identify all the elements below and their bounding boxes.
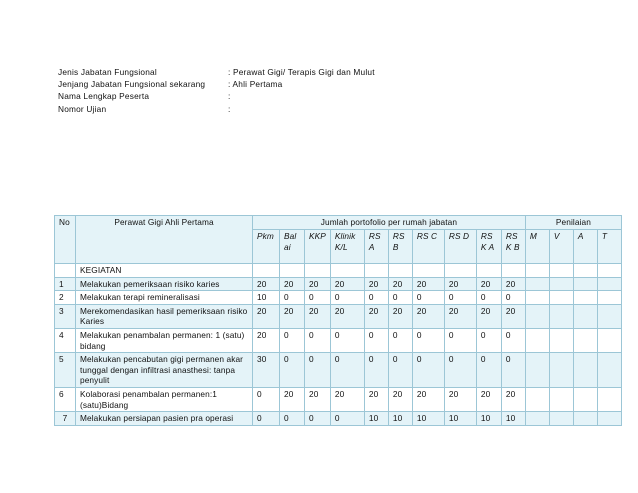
assessment-cell xyxy=(573,412,597,426)
info-value: : xyxy=(228,103,231,114)
portfolio-value: 0 xyxy=(501,353,525,388)
table-row xyxy=(55,291,622,305)
portfolio-value: 10 xyxy=(388,412,412,426)
row-number: 3 xyxy=(55,304,76,328)
portfolio-value: 20 xyxy=(280,277,305,291)
assessment-cell xyxy=(573,353,597,388)
portfolio-value: 20 xyxy=(501,304,525,328)
portfolio-value: 10 xyxy=(444,412,476,426)
col-kkp: KKP xyxy=(305,230,331,264)
portfolio-value: 20 xyxy=(476,304,501,328)
table-header-row xyxy=(55,216,622,230)
kegiatan-row xyxy=(55,264,622,278)
portfolio-value: 0 xyxy=(444,291,476,305)
assessment-cell xyxy=(573,328,597,352)
portfolio-value: 0 xyxy=(476,291,501,305)
col-rs-a: RS A xyxy=(364,230,388,264)
assessment-cell xyxy=(525,291,549,305)
portfolio-value: 20 xyxy=(280,304,305,328)
assessment-cell xyxy=(525,387,549,411)
portfolio-value: 0 xyxy=(444,328,476,352)
activity-name: Melakukan terapi remineralisasi xyxy=(76,291,253,305)
info-value: : Ahli Pertama xyxy=(228,79,283,90)
col-rs-d: RS D xyxy=(444,230,476,264)
portfolio-value: 0 xyxy=(305,353,331,388)
table-row xyxy=(55,328,622,352)
portfolio-value: 0 xyxy=(364,291,388,305)
row-number: 2 xyxy=(55,291,76,305)
portfolio-value: 20 xyxy=(253,328,280,352)
col-rs-c: RS C xyxy=(412,230,444,264)
portfolio-value: 0 xyxy=(476,328,501,352)
assessment-cell xyxy=(573,277,597,291)
assessment-cell xyxy=(597,353,621,388)
portfolio-value: 20 xyxy=(476,387,501,411)
assessment-cell xyxy=(549,304,573,328)
assessment-cell xyxy=(525,353,549,388)
table-row xyxy=(55,304,622,328)
table-body xyxy=(55,277,622,425)
portfolio-value: 0 xyxy=(330,412,364,426)
row-number: 7 xyxy=(55,412,76,426)
col-m: M xyxy=(525,230,549,264)
portfolio-value: 20 xyxy=(253,304,280,328)
portfolio-value: 0 xyxy=(501,328,525,352)
info-label: Jenis Jabatan Fungsional xyxy=(58,67,157,77)
portfolio-value: 20 xyxy=(364,304,388,328)
table-row xyxy=(55,412,622,426)
portfolio-value: 20 xyxy=(476,277,501,291)
table-row xyxy=(55,277,622,291)
portfolio-value: 20 xyxy=(388,387,412,411)
col-v: V xyxy=(549,230,573,264)
activity-name: Kolaborasi penambalan permanen:1 (satu)Bidang xyxy=(76,387,253,411)
portfolio-value: 0 xyxy=(330,328,364,352)
portfolio-value: 0 xyxy=(364,353,388,388)
portfolio-value: 20 xyxy=(253,277,280,291)
portfolio-value: 10 xyxy=(501,412,525,426)
table-row xyxy=(55,353,622,388)
portfolio-value: 0 xyxy=(280,353,305,388)
assessment-cell xyxy=(597,328,621,352)
portfolio-value: 20 xyxy=(330,277,364,291)
row-number: 4 xyxy=(55,328,76,352)
assessment-cell xyxy=(549,353,573,388)
activity-name: Merekomendasikan hasil pemeriksaan risiko Karies xyxy=(76,304,253,328)
portfolio-value: 0 xyxy=(412,328,444,352)
assessment-cell xyxy=(573,304,597,328)
info-label: Nomor Ujian xyxy=(58,103,107,114)
header-activity-title: Perawat Gigi Ahli Pertama xyxy=(76,216,253,264)
portfolio-value: 0 xyxy=(501,291,525,305)
col-a: A xyxy=(573,230,597,264)
col-rs-b: RS B xyxy=(388,230,412,264)
assessment-cell xyxy=(597,291,621,305)
assessment-cell xyxy=(573,291,597,305)
portfolio-value: 0 xyxy=(305,291,331,305)
portfolio-value: 0 xyxy=(444,353,476,388)
portfolio-value: 20 xyxy=(444,387,476,411)
col-rs-ka: RS K A xyxy=(476,230,501,264)
header-portfolio: Jumlah portofolio per rumah jabatan xyxy=(253,216,526,230)
portfolio-value: 20 xyxy=(280,387,305,411)
assessment-cell xyxy=(597,277,621,291)
portfolio-value: 20 xyxy=(388,304,412,328)
assessment-cell xyxy=(549,412,573,426)
assessment-cell xyxy=(549,291,573,305)
portfolio-value: 20 xyxy=(501,387,525,411)
portfolio-value: 0 xyxy=(253,412,280,426)
portfolio-value: 0 xyxy=(412,353,444,388)
portfolio-value: 10 xyxy=(412,412,444,426)
activity-name: Melakukan pencabutan gigi permanen akar tunggal dengan infiltrasi anasthesi: tanpa penyulit xyxy=(76,353,253,388)
col-klinik: Klinik K/L xyxy=(330,230,364,264)
portfolio-value: 20 xyxy=(412,304,444,328)
portfolio-value: 20 xyxy=(305,277,331,291)
portfolio-value: 20 xyxy=(501,277,525,291)
assessment-cell xyxy=(525,304,549,328)
portfolio-value: 10 xyxy=(364,412,388,426)
portfolio-value: 20 xyxy=(364,277,388,291)
portfolio-value: 0 xyxy=(476,353,501,388)
portfolio-value: 0 xyxy=(305,412,331,426)
assessment-cell xyxy=(549,328,573,352)
col-pkm: Pkm xyxy=(253,230,280,264)
portfolio-value: 10 xyxy=(253,291,280,305)
portfolio-value: 20 xyxy=(412,387,444,411)
portfolio-value: 20 xyxy=(388,277,412,291)
assessment-cell xyxy=(525,277,549,291)
portfolio-value: 10 xyxy=(476,412,501,426)
portfolio-value: 0 xyxy=(388,328,412,352)
portfolio-value: 30 xyxy=(253,353,280,388)
portfolio-value: 20 xyxy=(305,304,331,328)
kegiatan-label: KEGIATAN xyxy=(76,264,253,278)
col-t: T xyxy=(597,230,621,264)
row-number: 5 xyxy=(55,353,76,388)
portfolio-value: 0 xyxy=(280,412,305,426)
table-row xyxy=(55,387,622,411)
assessment-cell xyxy=(525,328,549,352)
header-penilaian: Penilaian xyxy=(525,216,621,230)
portfolio-value: 0 xyxy=(388,291,412,305)
col-rs-kb: RS K B xyxy=(501,230,525,264)
assessment-cell xyxy=(549,387,573,411)
portfolio-table xyxy=(54,215,622,426)
portfolio-value: 0 xyxy=(388,353,412,388)
activity-name: Melakukan penambalan permanen: 1 (satu) bidang xyxy=(76,328,253,352)
assessment-cell xyxy=(525,412,549,426)
portfolio-value: 0 xyxy=(412,291,444,305)
portfolio-value: 0 xyxy=(305,328,331,352)
portfolio-value: 0 xyxy=(280,328,305,352)
portfolio-value: 0 xyxy=(253,387,280,411)
assessment-cell xyxy=(597,304,621,328)
portfolio-value: 20 xyxy=(330,387,364,411)
portfolio-value: 0 xyxy=(330,291,364,305)
portfolio-value: 20 xyxy=(444,304,476,328)
row-number: 6 xyxy=(55,387,76,411)
assessment-cell xyxy=(597,387,621,411)
portfolio-value: 0 xyxy=(330,353,364,388)
activity-name: Melakukan persiapan pasien pra operasi xyxy=(76,412,253,426)
portfolio-value: 20 xyxy=(444,277,476,291)
assessment-cell xyxy=(597,412,621,426)
portfolio-value: 0 xyxy=(364,328,388,352)
assessment-cell xyxy=(573,387,597,411)
portfolio-value: 20 xyxy=(330,304,364,328)
portfolio-value: 20 xyxy=(364,387,388,411)
activity-name: Melakukan pemeriksaan risiko karies xyxy=(76,277,253,291)
portfolio-value: 20 xyxy=(412,277,444,291)
portfolio-value: 20 xyxy=(305,387,331,411)
info-value: : Perawat Gigi/ Terapis Gigi dan Mulut xyxy=(228,67,375,77)
info-value: : xyxy=(228,91,231,102)
assessment-cell xyxy=(549,277,573,291)
header-no: No xyxy=(55,216,76,264)
info-label: Nama Lengkap Peserta xyxy=(58,91,150,102)
info-label: Jenjang Jabatan Fungsional sekarang xyxy=(58,79,206,90)
portfolio-value: 0 xyxy=(280,291,305,305)
col-balai: Bal ai xyxy=(280,230,305,264)
row-number: 1 xyxy=(55,277,76,291)
